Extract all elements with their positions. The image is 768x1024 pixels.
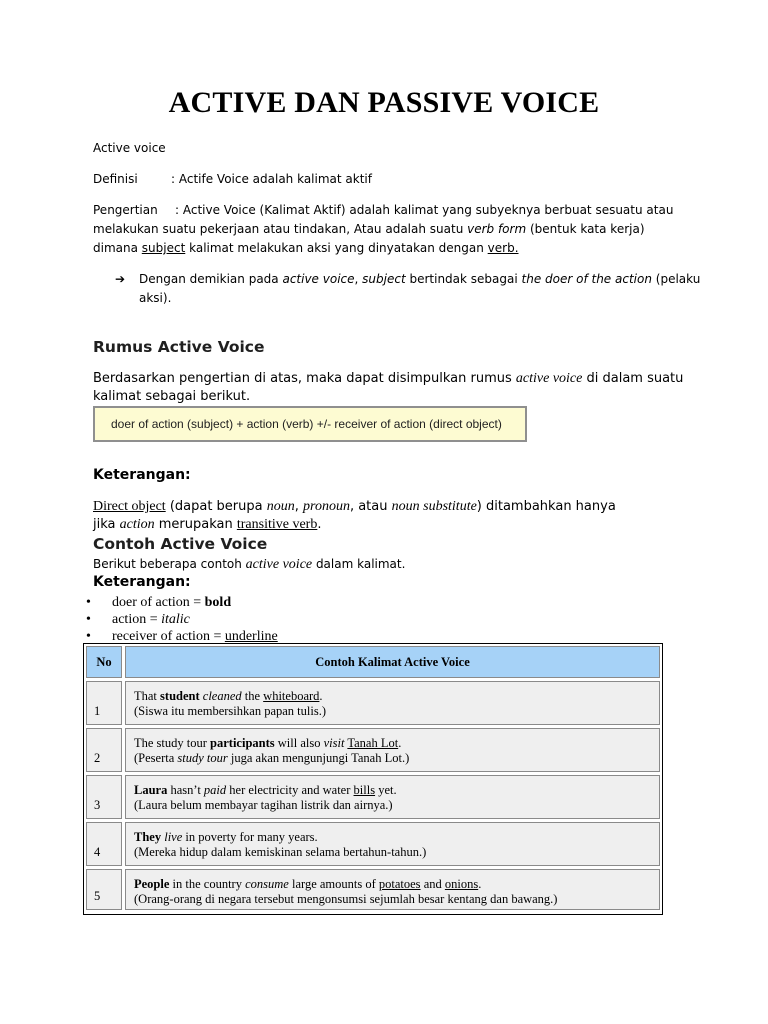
definisi-text: : Actife Voice adalah kalimat aktif xyxy=(171,172,372,186)
definisi-label: Definisi xyxy=(93,172,138,186)
example-translation: (Mereka hidup dalam kemiskinan selama bertahun-tahun.) xyxy=(134,845,427,859)
example-sentence: They live in poverty for many years. xyxy=(134,830,318,844)
table-header-no: No xyxy=(86,646,122,678)
row-number: 5 xyxy=(94,889,101,903)
pengertian-line3: dimana subject kalimat melakukan aksi yang dinyatakan dengan verb. xyxy=(93,241,519,255)
table-row xyxy=(86,728,660,772)
direct-object-line1: Direct object (dapat berupa noun, pronoun, atau noun substitute) ditambahkan hanya xyxy=(93,499,616,514)
pengertian-label: Pengertian xyxy=(93,203,158,217)
row-number: 1 xyxy=(94,704,101,718)
example-sentence: That student cleaned the whiteboard. xyxy=(134,689,323,703)
table-header-title: Contoh Kalimat Active Voice xyxy=(125,646,660,678)
table-header-row xyxy=(86,646,660,678)
table-row xyxy=(86,822,660,866)
bullet-icon: • xyxy=(86,629,91,644)
bullet-icon: • xyxy=(86,595,91,610)
direct-object-line2: jika action merupakan transitive verb. xyxy=(93,517,322,532)
example-translation: (Laura belum membayar tagihan listrik dan airnya.) xyxy=(134,798,393,812)
row-number: 2 xyxy=(94,751,101,765)
bullet-item-underline: • receiver of action = underline xyxy=(86,629,278,644)
formula-text: doer of action (subject) + action (verb) +/- receiver of action (direct object) xyxy=(111,417,502,431)
section-label-active-voice: Active voice xyxy=(93,141,166,155)
bullet-item-bold: • doer of action = bold xyxy=(86,595,232,610)
bullet-item-italic: • action = italic xyxy=(86,612,190,627)
formula-box xyxy=(93,406,527,442)
page-title: ACTIVE DAN PASSIVE VOICE xyxy=(168,86,600,119)
keterangan-heading-2: Keterangan: xyxy=(93,574,191,590)
pengertian-line1: : Active Voice (Kalimat Aktif) adalah kalimat yang subyeknya berbuat sesuatu atau xyxy=(175,203,674,217)
examples-table xyxy=(83,643,663,915)
table-row xyxy=(86,775,660,819)
rumus-heading: Rumus Active Voice xyxy=(93,338,265,356)
row-number: 3 xyxy=(94,798,101,812)
table-row xyxy=(86,869,660,910)
rumus-text-line1: Berdasarkan pengertian di atas, maka dapat disimpulkan rumus active voice di dalam suatu xyxy=(93,371,684,386)
row-number: 4 xyxy=(94,845,101,859)
arrow-note-line2: aksi). xyxy=(139,291,172,305)
example-translation: (Peserta study tour juga akan mengunjungi Tanah Lot.) xyxy=(134,751,410,765)
arrow-icon: ➔ xyxy=(115,272,126,286)
pengertian-line2: melakukan suatu pekerjaan atau tindakan, Atau adalah suatu verb form (bentuk kata kerja) xyxy=(93,222,645,236)
example-translation: (Siswa itu membersihkan papan tulis.) xyxy=(134,704,326,718)
contoh-heading: Contoh Active Voice xyxy=(93,535,268,553)
keterangan-heading-1: Keterangan: xyxy=(93,467,191,483)
example-translation: (Orang-orang di negara tersebut mengonsumsi sejumlah besar kentang dan bawang.) xyxy=(134,892,558,906)
example-sentence: The study tour participants will also visit Tanah Lot. xyxy=(134,736,402,750)
arrow-note-line1: Dengan demikian pada active voice, subject bertindak sebagai the doer of the action (pelaku xyxy=(139,272,701,286)
rumus-text-line2: kalimat sebagai berikut. xyxy=(93,389,251,404)
example-sentence: People in the country consume large amounts of potatoes and onions. xyxy=(134,877,482,891)
table-row xyxy=(86,681,660,725)
contoh-text: Berikut beberapa contoh active voice dalam kalimat. xyxy=(93,557,406,572)
example-sentence: Laura hasn’t paid her electricity and water bills yet. xyxy=(134,783,397,797)
bullet-icon: • xyxy=(86,612,91,627)
